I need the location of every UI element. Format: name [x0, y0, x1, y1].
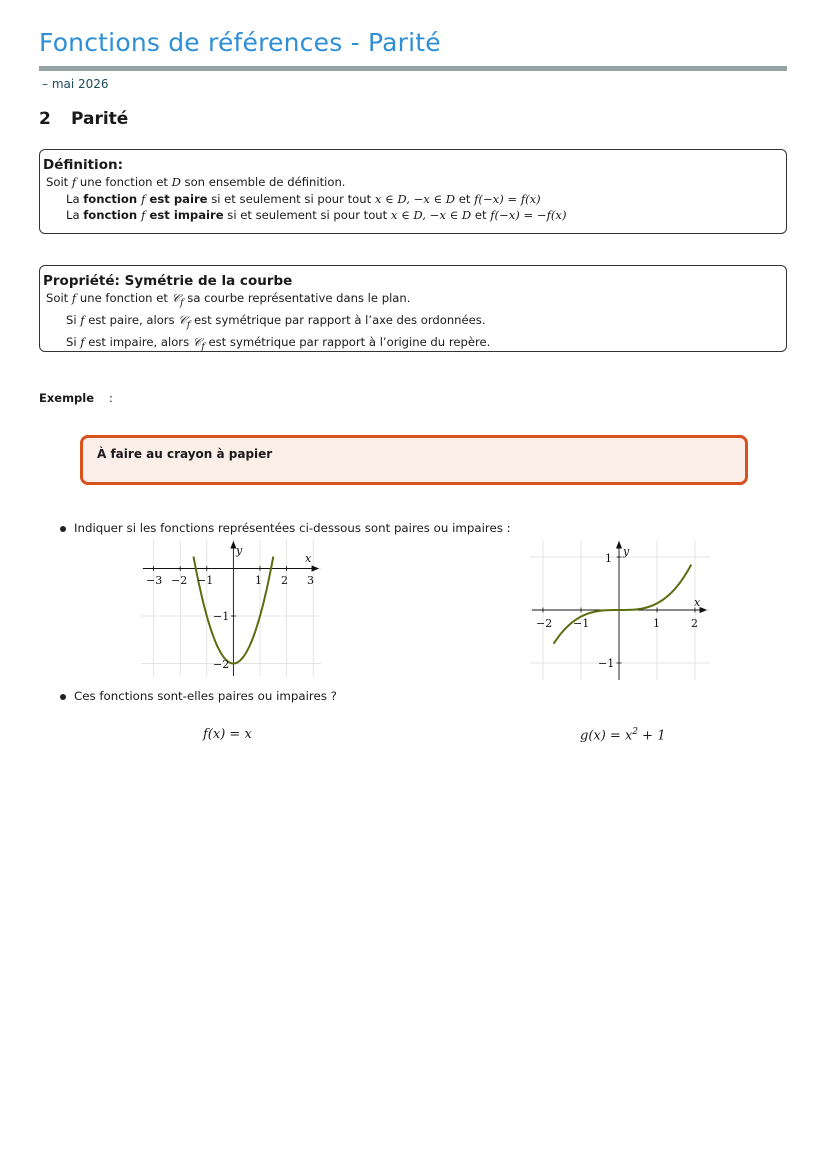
svg-text:−1: −1 — [197, 574, 214, 587]
property-line-1: Soit f une fonction et 𝒞$_f$ sa courbe représentative dans le plan. — [46, 291, 411, 309]
formula-g: $g(x) = x^2 + 1$ — [580, 727, 666, 744]
bullet-dot-icon — [60, 526, 66, 532]
definition-line-even: La fonction f est paire si et seulement si pour tout x ∈ D, −x ∈ D et f(−x) = f(x) — [66, 191, 541, 206]
example-label: Exemple : — [39, 391, 113, 405]
section-number: 2 — [39, 109, 51, 129]
property-line-even: Si f est paire, alors 𝒞$_f$ est symétrique par rapport à l’axe des ordonnées. — [66, 312, 486, 331]
date-subtitle: – mai 2026 — [42, 77, 109, 91]
section-heading — [39, 109, 128, 129]
property-box — [39, 265, 787, 352]
svg-text:−3: −3 — [146, 574, 163, 587]
svg-text:−1: −1 — [213, 610, 230, 623]
bullet-item-graphs: Indiquer si les fonctions représentées ci-dessous sont paires ou impaires : — [60, 521, 511, 535]
svg-text:−2: −2 — [536, 617, 553, 630]
svg-text:−1: −1 — [598, 657, 615, 670]
bullet-item-formulas: Ces fonctions sont-elles paires ou impaires ? — [60, 689, 337, 703]
svg-text:−2: −2 — [213, 658, 230, 671]
cubic-curve — [554, 565, 692, 644]
pencil-note-text: À faire au crayon à papier — [97, 447, 273, 461]
title-rule — [39, 66, 787, 71]
section-title: Parité — [71, 109, 129, 129]
svg-text:1: 1 — [653, 617, 660, 630]
svg-text:2: 2 — [281, 574, 288, 587]
svg-text:3: 3 — [307, 574, 314, 587]
pencil-note-box — [80, 435, 748, 485]
bullet-dot-icon — [60, 694, 66, 700]
svg-text:y: y — [623, 545, 630, 558]
svg-text:−1: −1 — [573, 617, 590, 630]
svg-text:1: 1 — [255, 574, 262, 587]
property-line-odd: Si f est impaire, alors 𝒞$_f$ est symétrique par rapport à l’origine du repère. — [66, 334, 491, 352]
svg-text:x: x — [305, 552, 312, 565]
svg-text:1: 1 — [605, 552, 612, 565]
svg-text:x: x — [694, 596, 701, 609]
svg-text:2: 2 — [691, 617, 698, 630]
definition-box — [39, 149, 787, 234]
definition-heading: Définition: — [43, 157, 123, 173]
definition-line-odd: La fonction f est impaire si et seulement si pour tout x ∈ D, −x ∈ D et f(−x) = −f(x) — [66, 207, 567, 222]
page-title: Fonctions de références - Parité — [39, 28, 441, 57]
svg-text:y: y — [236, 544, 243, 557]
definition-line-1: Soit f une fonction et D son ensemble de définition. — [46, 175, 346, 190]
formula-f: f(x) = x — [203, 727, 252, 742]
svg-text:−2: −2 — [171, 574, 188, 587]
graph-even-function — [141, 540, 321, 676]
graph-odd-function — [530, 540, 710, 680]
property-heading: Propriété: Symétrie de la courbe — [43, 273, 293, 289]
